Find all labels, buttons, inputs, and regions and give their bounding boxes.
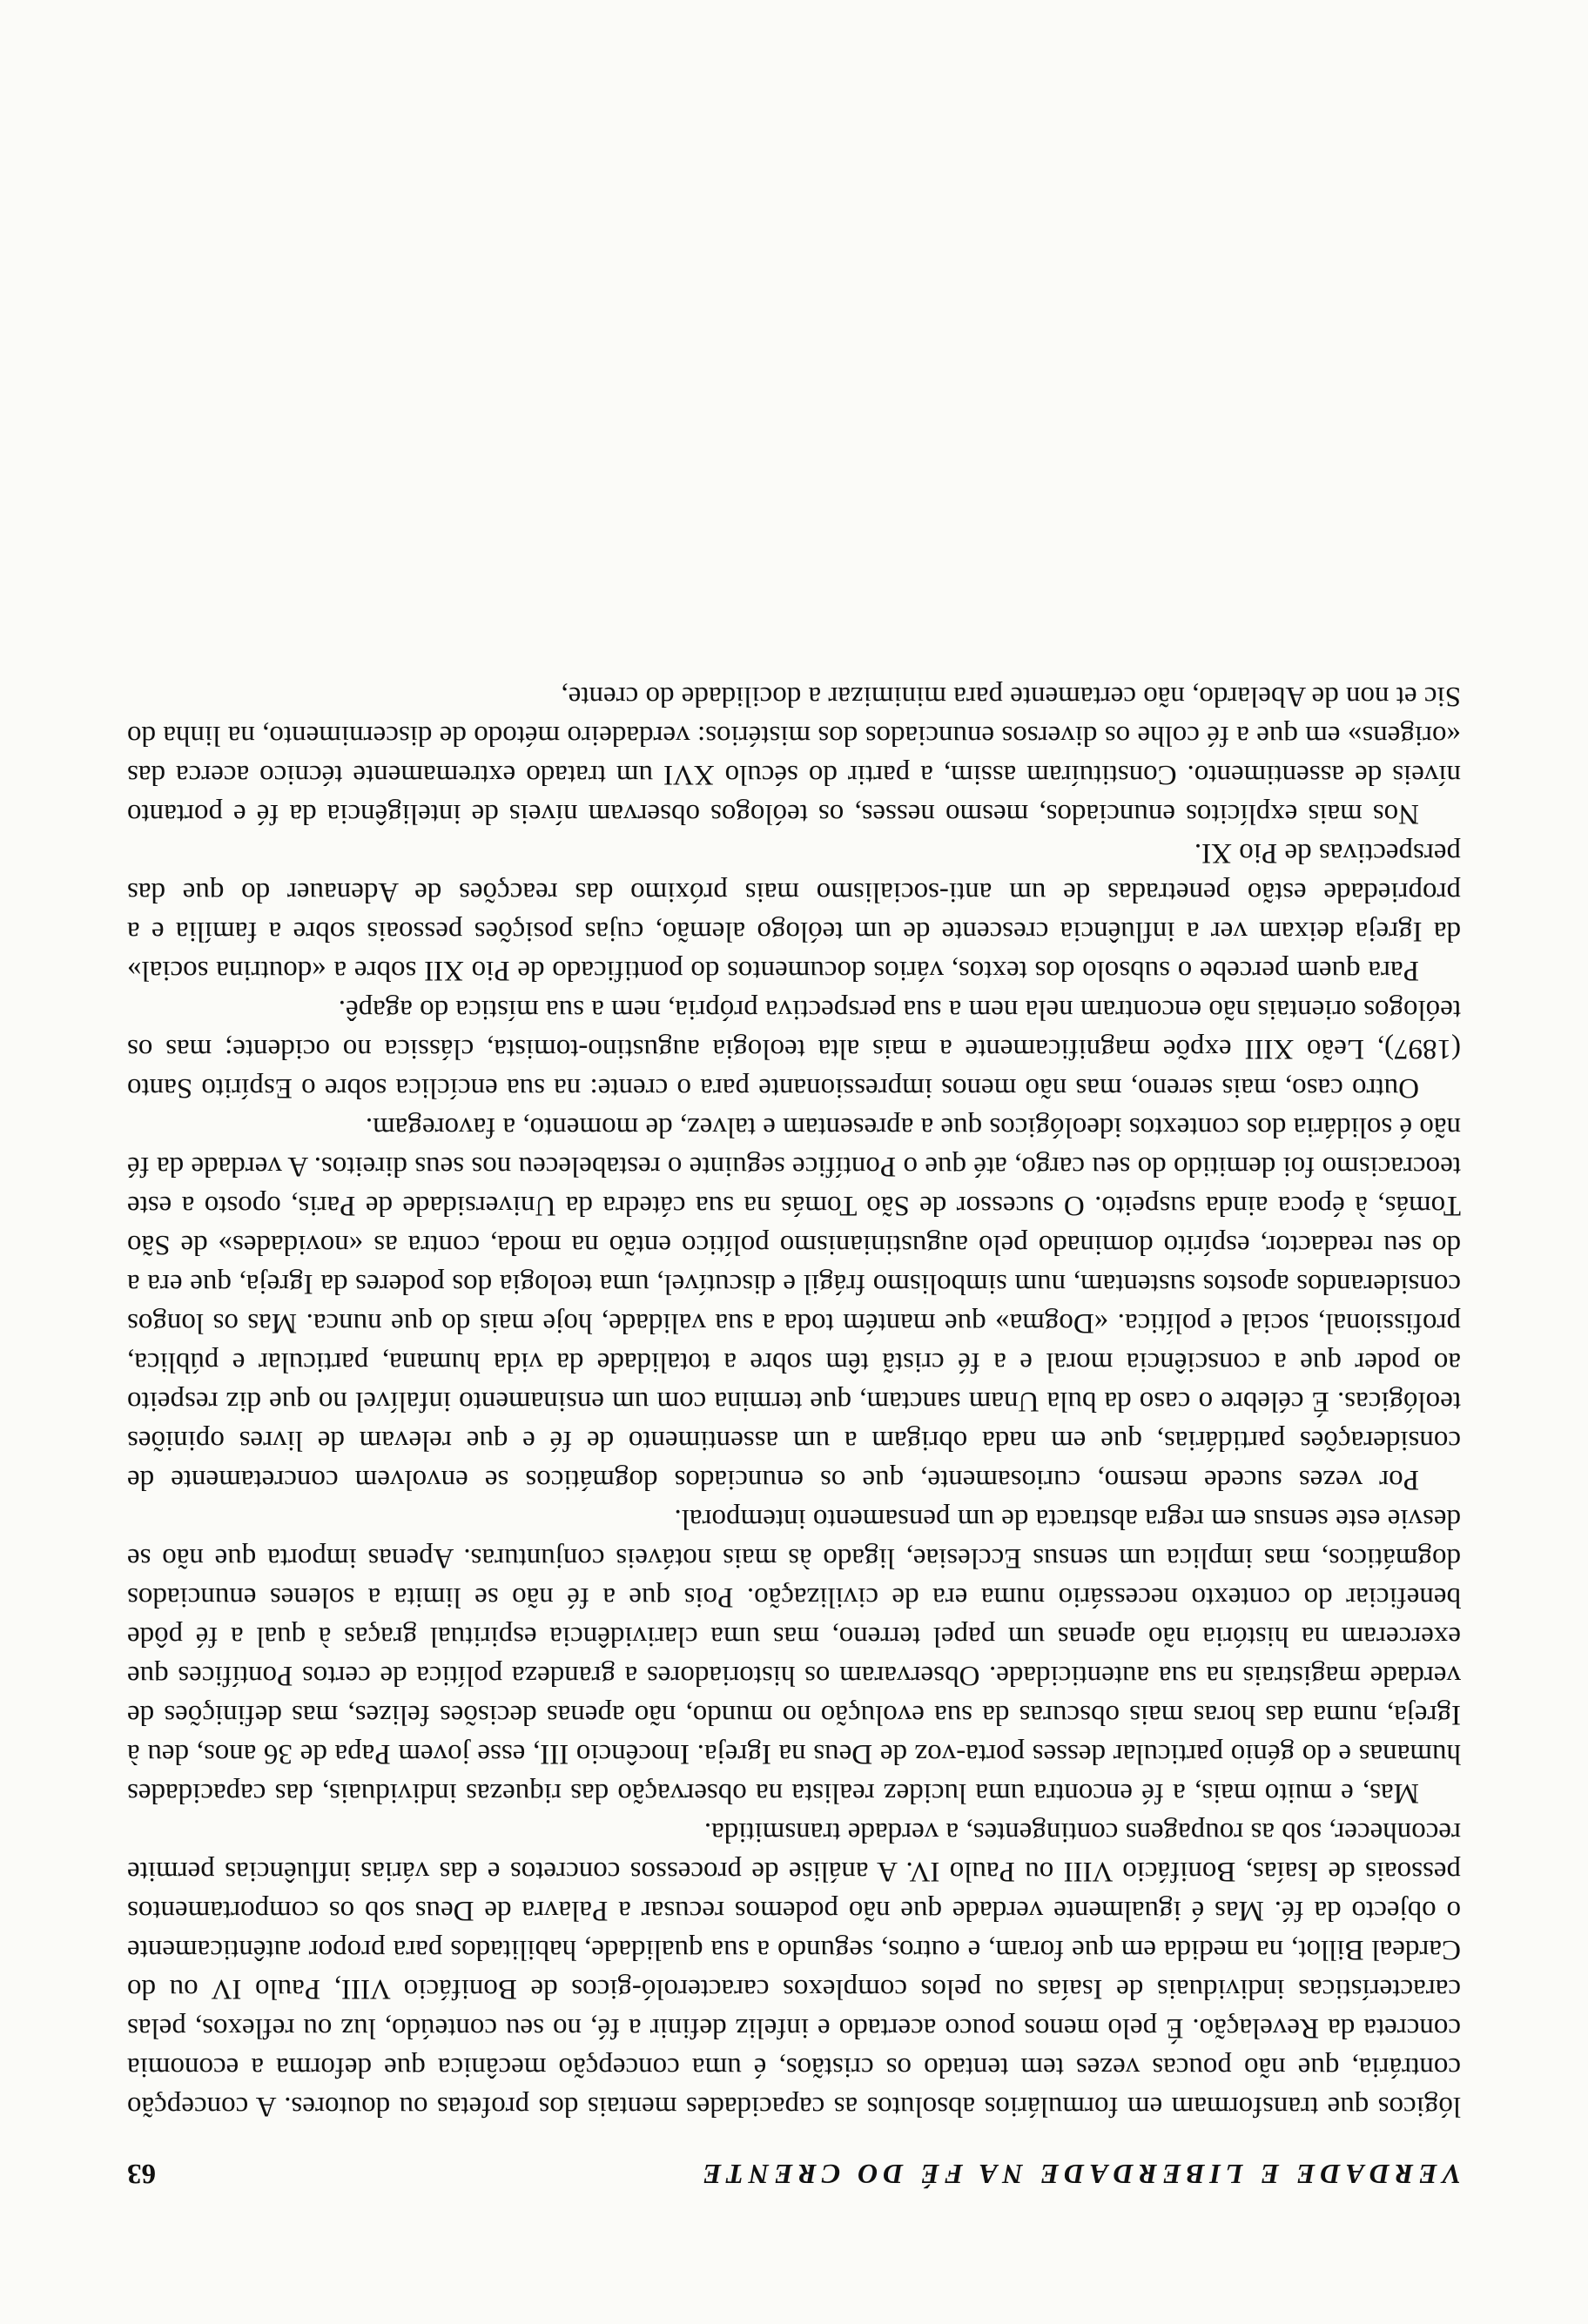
running-head [127,2153,1461,2193]
paragraph: Por vezes sucede mesmo, curiosamente, que os enunciados dogmáticos se envolvem concretamente de considerações partidárias, que em nada obrigam a um assentimento de fé e que relevam de livres opiniões teológicas. É célebre o caso da bula Unam sanctam, que termina com um ensinamento infalível no que diz respeito ao poder que a consciência moral e a fé cristã têm sobre a totalidade da vida humana, particular e pública, profissional, social e política. «Dogma» que mantém toda a sua validade, hoje mais do que nunca. Mas os longos considerandos apostos sustentam, num simbolismo frágil e discutível, uma teologia dos poderes da Igreja, que era a do seu readactor, espírito dominado pelo augustinianismo político então na moda, contra as «novidades» de São Tomás, à época ainda suspeito. O sucessor de São Tomás na sua cátedra da Universidade de Paris, oposto a este teocracismo foi demitido do seu cargo, até que o Pontífice seguinte o restabeleceu nos seus direitos. A verdade da fé não é solidária dos contextos ideológicos que a apresentam e talvez, de momento, a favoregam. [127,1112,1461,1495]
paragraph-continuation: lógicos que transformam em formulários absolutos as capacidades mentais dos profetas ou doutores. A concepção contrária, que não poucas vezes tem tentado os cristãos, é uma concepção mecânica que deforma a economia concreta da Revelação. É pelo menos pouco acertado e infeliz definir a fé, no seu conteúdo, luz ou reflexos, pelas características individuais de Isaías ou pelos complexos caracteroló-gicos de Bonifácio VIII, Paulo IV ou do Cardeal Billot, na medida em que foram, e outros, segundo a sua qualidade, habilitados para propor autênticamente o objecto da fé. Mas é igualmente verdade que não podemos recusar a Palavra de Deus sob os comportamentos pessoais de Isaías, Bonifácio VIII ou Paulo IV. A análise de processos concretos e das várias influências permite reconhecer, sob as roupagens contingentes, a verdade transmitida. [127,1817,1461,2122]
paragraph: Outro caso, mais sereno, mas não menos impressionante para o crente: na sua encíclica sobre o Espírito Santo (1897), Leão XIII expõe magnificamente a mais alta teologia augustino-tomista, clássica no ocidente; mas os teólogos orientais não encontram nela nem a sua perspectiva própria, nem a sua mística do agapê. [127,994,1461,1104]
paragraph: Para quem percebe o subsolo dos textos, vários documentos do pontificado de Pio XII sobre a «doutrina social» da Igreja deixam ver a influência crescente de um teólogo alemão, cujas posições pessoais sobre a família e a propriedade estão penetradas de um anti-socialismo mais próximo das reacções de Adenauer do que das perspectivas de Pio XI. [127,837,1461,986]
paragraph: Nos mais explícitos enunciados, mesmo nesses, os teólogos observam níveis de inteligência da fé e portanto níveis de assentimento. Constituíram assim, a partir do século XVI um tratado extremamente técnico acerca das «origens» em que a fé colhe os diversos enunciados dos mistérios: verdadeiro método de discernimento, na linha do Sic et non de Abelardo, não certamente para minimizar a docilidade do crente, [127,681,1461,830]
paragraph: Mas, e muito mais, a fé encontra uma lucidez realista na observação das riquezas individuais, das capacidades humanas e do génio particular desses porta-voz de Deus na Igreja. Inocêncio III, esse jovem Papa de 36 anos, deu à Igreja, numa das horas mais obscuras da sua evolução no mundo, não apenas decisões felizes, mas definições de verdade magistrais na sua autenticidade. Observaram os historiadores a grandeza política de certos Pontífices que exerceram na história não apenas um papel terreno, mas uma clarividência espiritual graças à qual a fé pôde beneficiar do contexto necessário numa era de civilização. Pois que a fé não se limita a solenes enunciados dogmáticos, mas implica um sensus Ecclesiae, ligado às mais notáveis conjunturas. Apenas importa que não se desvie este sensus em regra abstracta de um pensamento intemporal. [127,1503,1461,1809]
page-number: 63 [127,2158,156,2189]
text-block [127,676,1461,2193]
running-title: VERDADE E LIBERDADE NA FÉ DO CRENTE [697,2159,1461,2190]
